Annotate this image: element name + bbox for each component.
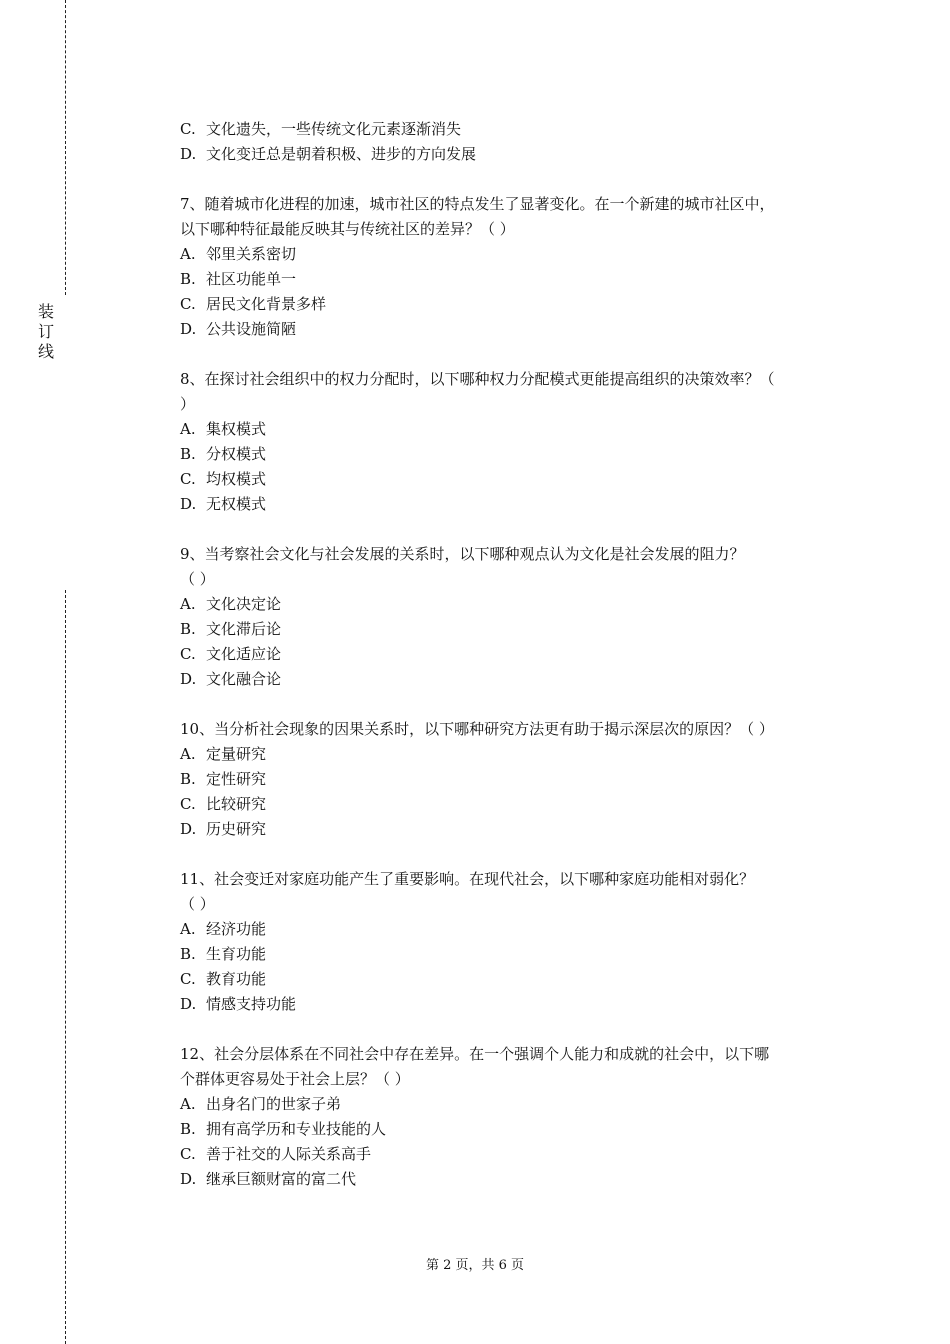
option-text: 文化决定论 [206,595,282,613]
binding-label-char: 订 [37,322,54,341]
option-letter: C. [180,645,196,663]
option-letter: D. [180,670,197,688]
option-d[interactable] [180,317,840,342]
option-c[interactable] [180,467,840,492]
option-c[interactable] [180,967,840,992]
option-d[interactable] [180,142,840,167]
option-a[interactable] [180,242,840,267]
option-text: 比较研究 [206,795,267,813]
question-stem: （ ） [180,895,215,913]
option-text: 均权模式 [206,470,267,488]
option-text: 文化适应论 [206,645,282,663]
question-stem: 11、社会变迁对家庭功能产生了重要影响。在现代社会，以下哪种家庭功能相对弱化？ [180,870,755,888]
option-d[interactable] [180,492,840,517]
option-text: 情感支持功能 [206,995,297,1013]
option-text: 善于社交的人际关系高手 [206,1145,372,1163]
exam-content [180,117,840,1192]
option-b[interactable] [180,767,840,792]
option-text: 出身名门的世家子弟 [206,1095,342,1113]
option-b[interactable] [180,442,840,467]
option-text: 经济功能 [206,920,267,938]
option-text: 文化遗失，一些传统文化元素逐渐消失 [206,120,462,138]
option-letter: D. [180,1170,197,1188]
option-a[interactable] [180,917,840,942]
question-stem: 10、当分析社会现象的因果关系时，以下哪种研究方法更有助于揭示深层次的原因？（ ） [180,720,774,738]
option-text: 文化融合论 [206,670,282,688]
option-letter: D. [180,320,197,338]
binding-dashed-line-bottom [65,590,66,1344]
option-letter: A. [180,595,196,613]
prev-question-options [180,117,840,167]
option-a[interactable] [180,742,840,767]
question-9 [180,542,840,692]
question-stem: ） [180,395,196,413]
option-a[interactable] [180,592,840,617]
option-d[interactable] [180,992,840,1017]
option-letter: C. [180,470,196,488]
question-stem: 7、随着城市化进程的加速，城市社区的特点发生了显著变化。在一个新建的城市社区中， [180,195,775,213]
option-letter: C. [180,120,196,138]
option-b[interactable] [180,1117,840,1142]
page-number: 第 2 页，共 6 页 [425,1258,525,1273]
binding-label-char: 线 [37,342,54,361]
option-letter: C. [180,970,196,988]
option-letter: B. [180,1120,196,1138]
option-a[interactable] [180,1092,840,1117]
option-text: 集权模式 [206,420,267,438]
option-text: 拥有高学历和专业技能的人 [206,1120,387,1138]
option-letter: B. [180,620,196,638]
option-text: 分权模式 [206,445,267,463]
option-text: 社区功能单一 [206,270,297,288]
option-letter: B. [180,445,196,463]
question-stem: 9、当考察社会文化与社会发展的关系时，以下哪种观点认为文化是社会发展的阻力？ [180,545,745,563]
option-letter: C. [180,295,196,313]
question-stem: 个群体更容易处于社会上层？（ ） [180,1070,410,1088]
question-stem: 12、社会分层体系在不同社会中存在差异。在一个强调个人能力和成就的社会中，以下哪 [180,1045,770,1063]
option-letter: A. [180,1095,196,1113]
option-text: 居民文化背景多样 [206,295,327,313]
binding-label-char: 装 [37,302,54,321]
option-d[interactable] [180,667,840,692]
option-letter: C. [180,795,196,813]
option-text: 无权模式 [206,495,267,513]
option-letter: A. [180,245,196,263]
option-letter: B. [180,770,196,788]
option-b[interactable] [180,267,840,292]
option-c[interactable] [180,292,840,317]
option-b[interactable] [180,617,840,642]
option-c[interactable] [180,792,840,817]
question-11 [180,867,840,1017]
option-text: 公共设施简陋 [206,320,297,338]
option-c[interactable] [180,642,840,667]
question-10 [180,717,840,842]
option-text: 历史研究 [206,820,267,838]
option-c[interactable] [180,1142,840,1167]
option-text: 文化滞后论 [206,620,282,638]
question-stem: 以下哪种特征最能反映其与传统社区的差异？（ ） [180,220,515,238]
question-stem: （ ） [180,570,215,588]
question-7 [180,192,840,342]
option-text: 定量研究 [206,745,267,763]
option-text: 邻里关系密切 [206,245,297,263]
option-a[interactable] [180,417,840,442]
option-letter: D. [180,145,197,163]
option-letter: A. [180,745,196,763]
binding-dashed-line-top [65,0,66,295]
option-letter: D. [180,495,197,513]
option-d[interactable] [180,817,840,842]
option-d[interactable] [180,1167,840,1192]
option-letter: B. [180,945,196,963]
question-8 [180,367,840,517]
option-c[interactable] [180,117,840,142]
option-text: 文化变迁总是朝着积极、进步的方向发展 [206,145,477,163]
option-text: 教育功能 [206,970,267,988]
option-text: 生育功能 [206,945,267,963]
binding-label [36,302,56,362]
option-letter: C. [180,1145,196,1163]
option-letter: A. [180,420,196,438]
option-letter: B. [180,270,196,288]
question-12 [180,1042,840,1192]
option-letter: D. [180,820,197,838]
option-letter: D. [180,995,197,1013]
option-letter: A. [180,920,196,938]
question-stem: 8、在探讨社会组织中的权力分配时，以下哪种权力分配模式更能提高组织的决策效率？（ [180,370,775,388]
option-text: 继承巨额财富的富二代 [206,1170,357,1188]
option-b[interactable] [180,942,840,967]
option-text: 定性研究 [206,770,267,788]
